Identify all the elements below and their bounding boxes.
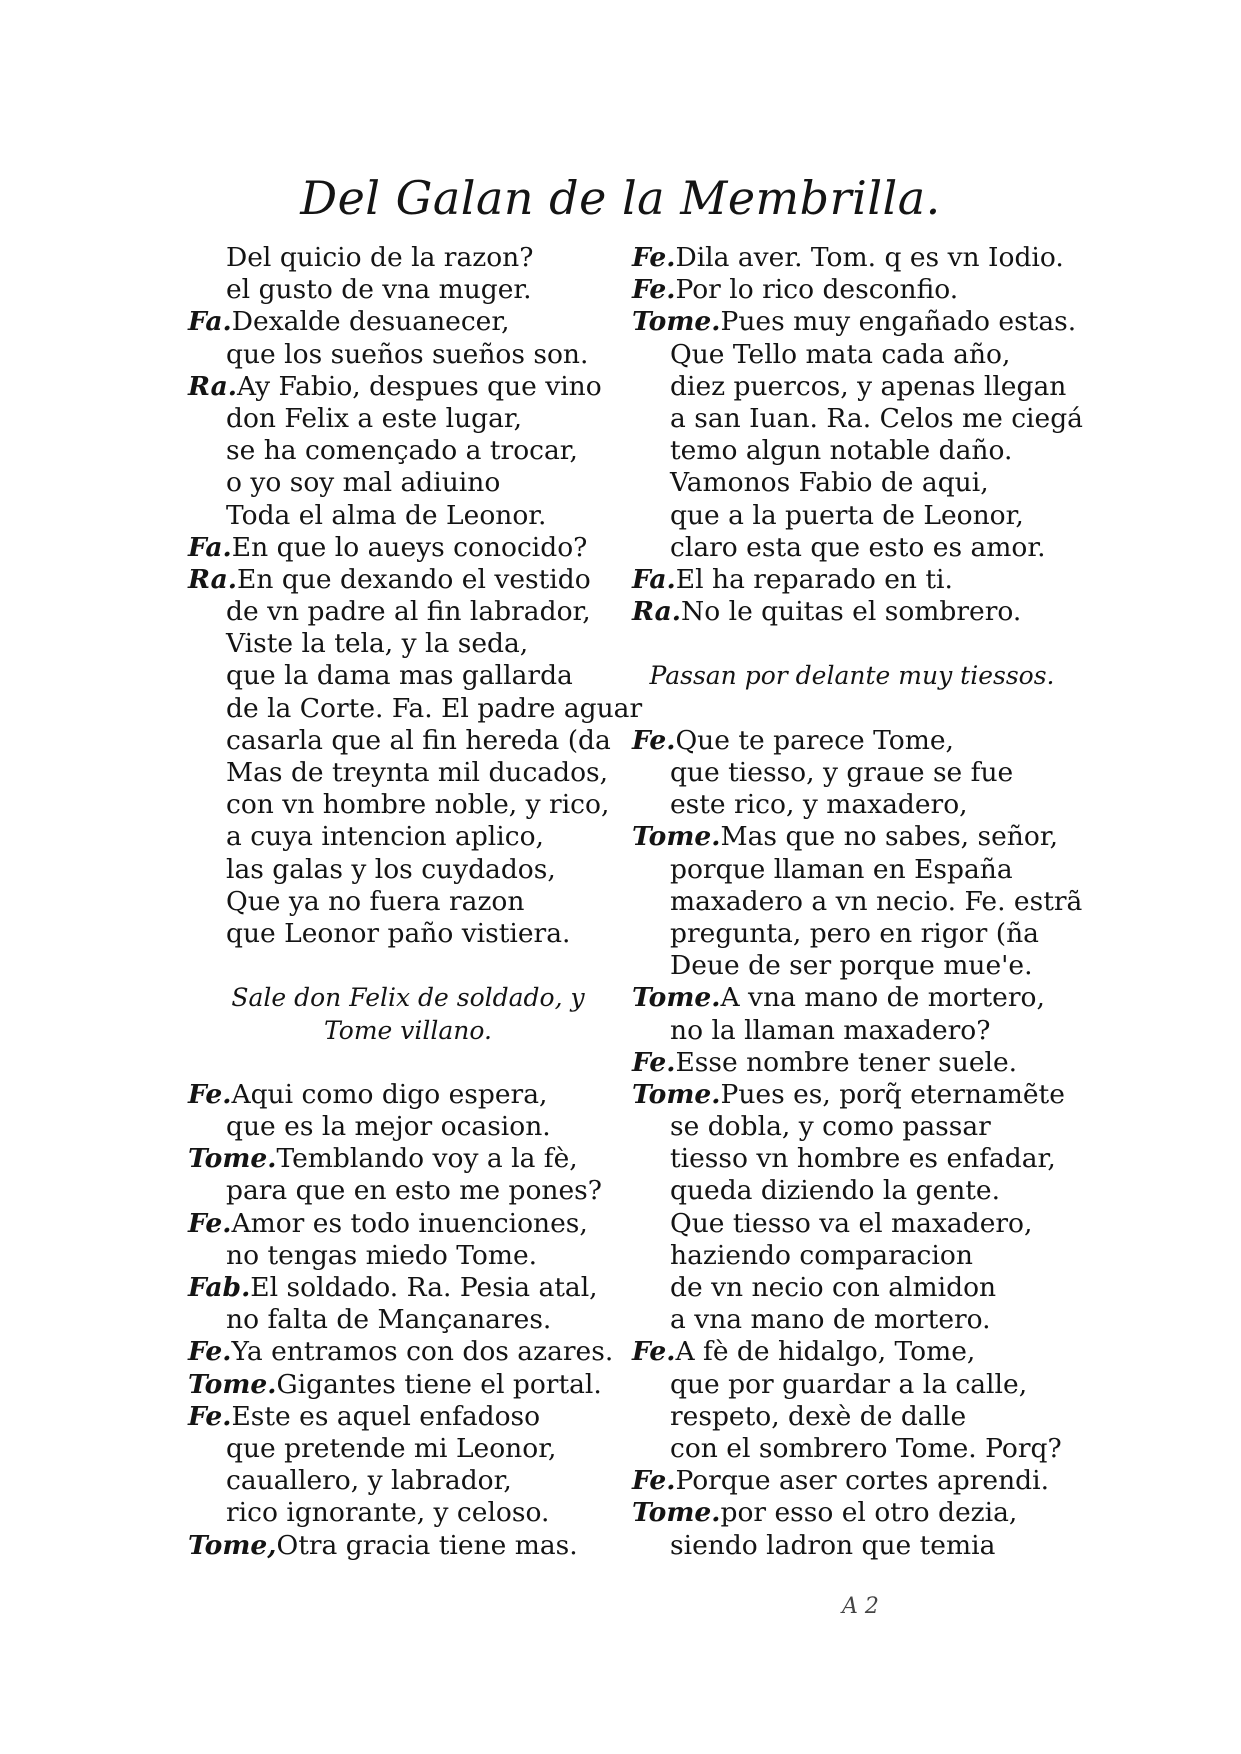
verse-line <box>632 1079 1072 1111</box>
verse-text: se ha començado a trocar, <box>226 435 578 467</box>
verse-text: maxadero a vn necio. Fe. estrã <box>670 885 1083 917</box>
speaker-label: Fe. <box>632 1336 676 1368</box>
speaker-label: Tome, <box>188 1529 277 1561</box>
speaker-label: Ra. <box>188 563 238 595</box>
verse-text: Que tiesso va el maxadero, <box>670 1207 1033 1239</box>
verse-text: Que Tello mata cada año, <box>670 338 1011 370</box>
verse-line <box>188 371 628 403</box>
verse-text: para que en esto me pones? <box>226 1175 602 1207</box>
verse-line <box>632 435 1072 467</box>
verse-line <box>188 596 628 628</box>
verse-text: se dobla, y como passar <box>670 1111 991 1143</box>
verse-text: que los sueños sueños son. <box>226 338 589 370</box>
verse-line <box>188 725 628 757</box>
verse-line <box>632 371 1072 403</box>
verse-line <box>188 1079 628 1111</box>
verse-line <box>188 757 628 789</box>
verse-line <box>632 1143 1072 1175</box>
speaker-label: Fe. <box>632 274 676 306</box>
verse-text: Pues es, porq̃ eternamẽte <box>720 1078 1065 1110</box>
blank-line <box>632 628 1072 660</box>
verse-line <box>632 564 1072 596</box>
verse-line <box>632 1433 1072 1465</box>
verse-text: que la dama mas gallarda <box>226 660 573 692</box>
speaker-label: Tome. <box>632 982 721 1014</box>
speaker-label: Fe. <box>188 1078 232 1110</box>
verse-text: A vna mano de mortero, <box>720 982 1045 1014</box>
verse-line <box>632 982 1072 1014</box>
verse-text: Deue de ser porque mue'e. <box>670 950 1033 982</box>
verse-text: cauallero, y labrador, <box>226 1465 512 1497</box>
verse-text: En que lo aueys conocido? <box>231 531 588 563</box>
verse-line <box>188 660 628 692</box>
verse-line <box>632 274 1072 306</box>
verse-text: de vn padre al fin labrador, <box>226 596 591 628</box>
verse-text: temo algun notable daño. <box>670 435 1013 467</box>
verse-text: haziendo comparacion <box>670 1239 973 1271</box>
speaker-label: Tome. <box>632 1078 721 1110</box>
speaker-label: Fe. <box>188 1400 232 1432</box>
verse-text: rico ignorante, y celoso. <box>226 1497 550 1529</box>
verse-text: el gusto de vna muger. <box>226 274 532 306</box>
verse-line <box>632 500 1072 532</box>
verse-text: que tiesso, y graue se fue <box>670 757 1014 788</box>
verse-text: por esso el otro dezia, <box>720 1497 1018 1529</box>
verse-text: diez puercos, y apenas llegan <box>670 370 1067 402</box>
verse-text: a san Iuan. Ra. Celos me ciegá <box>670 402 1083 434</box>
verse-line <box>188 1465 628 1497</box>
verse-line <box>632 1304 1072 1336</box>
verse-line <box>188 467 628 499</box>
verse-text: Ya entramos con dos azares. <box>231 1336 614 1368</box>
verse-text: queda diziendo la gente. <box>670 1175 1001 1207</box>
verse-line <box>188 886 628 918</box>
verse-text: Que ya no fuera razon <box>226 885 525 917</box>
verse-line <box>188 1272 628 1304</box>
verse-text: respeto, dexè de dalle <box>670 1400 967 1432</box>
verse-text: que Leonor paño vistiera. <box>226 917 571 949</box>
verse-line <box>188 532 628 564</box>
blank-line <box>632 693 1072 725</box>
verse-line <box>188 242 628 274</box>
verse-text: siendo ladron que temia <box>670 1529 996 1561</box>
verse-text: En que dexando el vestido <box>237 563 591 595</box>
verse-text: que es la mejor ocasion. <box>226 1111 551 1143</box>
blank-line <box>188 950 628 982</box>
verse-text: este rico, y maxadero, <box>670 789 968 821</box>
verse-text: no tengas miedo Tome. <box>226 1239 538 1271</box>
verse-text: a cuya intencion aplico, <box>226 821 544 853</box>
verse-text: Que te parece Tome, <box>675 724 954 756</box>
verse-line <box>188 564 628 596</box>
verse-line <box>632 950 1072 982</box>
verse-text: Toda el alma de Leonor. <box>226 499 547 531</box>
verse-line <box>632 854 1072 886</box>
verse-line <box>632 1111 1072 1143</box>
left-column <box>188 242 643 1562</box>
speaker-label: Tome. <box>188 1143 277 1175</box>
verse-line <box>632 1047 1072 1079</box>
verse-line <box>188 1433 628 1465</box>
speaker-label: Fe. <box>632 1465 676 1497</box>
verse-line <box>632 1369 1072 1401</box>
verse-line <box>188 1401 628 1433</box>
verse-line <box>632 1015 1072 1047</box>
verse-line <box>188 1143 628 1175</box>
verse-line <box>632 532 1072 564</box>
speaker-label: Fab. <box>188 1272 251 1303</box>
verse-text: Otra gracia tiene mas. <box>276 1529 578 1561</box>
verse-line <box>188 1111 628 1143</box>
verse-line <box>632 596 1072 628</box>
verse-text: con vn hombre noble, y rico, <box>226 789 610 821</box>
verse-line <box>188 692 643 725</box>
verse-line <box>632 1272 1072 1304</box>
stage-direction: Tome villano. <box>324 1015 492 1045</box>
verse-line <box>188 500 628 532</box>
verse-text: o yo soy mal adiuino <box>226 467 501 499</box>
verse-text: tiesso vn hombre es enfadar, <box>670 1143 1056 1175</box>
verse-text: Esse nombre tener suele. <box>675 1046 1018 1078</box>
speaker-label: Fa. <box>632 563 676 595</box>
verse-text: Del quicio de la razon? <box>226 242 534 273</box>
verse-text: con el sombrero Tome. Porq? <box>670 1432 1062 1464</box>
verse-text: pregunta, pero en rigor (ña <box>670 917 1039 949</box>
speaker-label: Ra. <box>188 370 238 402</box>
verse-text: que por guardar a la calle, <box>670 1368 1028 1400</box>
verse-line <box>188 628 628 660</box>
verse-line <box>632 1208 1072 1240</box>
verse-line <box>188 435 628 467</box>
verse-line <box>632 1530 1072 1562</box>
verse-text: Aqui como digo espera, <box>231 1078 548 1110</box>
right-column <box>632 242 1083 1562</box>
verse-text: No le quitas el sombrero. <box>681 596 1022 628</box>
verse-line <box>632 339 1072 371</box>
verse-text: las galas y los cuydados, <box>226 853 556 885</box>
speaker-label: Tome. <box>632 1497 721 1529</box>
verse-line <box>188 1497 628 1529</box>
verse-text: Amor es todo inuenciones, <box>231 1207 588 1239</box>
speaker-label: Fe. <box>632 724 676 756</box>
verse-text: Mas de treynta mil ducados, <box>226 757 609 788</box>
page-title: Del Galan de la Membrilla. <box>300 171 941 225</box>
verse-line <box>632 885 1083 918</box>
verse-text: Por lo rico desconfio. <box>675 274 959 306</box>
blank-line <box>188 1047 628 1079</box>
verse-text: que a la puerta de Leonor, <box>670 499 1024 531</box>
verse-text: de la Corte. Fa. El padre aguar <box>226 692 643 724</box>
verse-line <box>188 1530 628 1562</box>
verse-line <box>632 821 1072 853</box>
verse-line <box>188 339 628 371</box>
verse-line <box>188 789 628 821</box>
verse-line <box>188 821 628 853</box>
verse-text: A fè de hidalgo, Tome, <box>675 1336 976 1368</box>
verse-line <box>632 918 1072 950</box>
verse-line <box>632 242 1072 274</box>
verse-line <box>188 854 628 886</box>
verse-text: Pues muy engañado estas. <box>720 306 1077 338</box>
speaker-label: Fa. <box>188 306 232 338</box>
speaker-label: Tome. <box>632 306 721 338</box>
verse-line <box>632 1465 1072 1497</box>
verse-line <box>632 306 1077 338</box>
verse-line <box>632 789 1072 821</box>
verse-text: Temblando voy a la fè, <box>276 1143 578 1175</box>
verse-text: que pretende mi Leonor, <box>226 1432 557 1464</box>
verse-line <box>188 306 628 338</box>
verse-line <box>188 1304 628 1336</box>
verse-text: don Felix a este lugar, <box>226 402 523 434</box>
verse-text: Ay Fabio, despues que vino <box>237 370 602 402</box>
verse-line <box>188 1369 628 1401</box>
verse-line <box>632 757 1072 789</box>
verse-text: El ha reparado en ti. <box>675 563 953 595</box>
verse-text: de vn necio con almidon <box>670 1272 997 1303</box>
speaker-label: Fe. <box>632 1046 676 1078</box>
verse-text: Dexalde desuanecer, <box>231 306 510 338</box>
verse-line <box>632 1240 1072 1272</box>
signature-mark: A 2 <box>842 1594 879 1619</box>
verse-text: Vamonos Fabio de aqui, <box>670 467 989 499</box>
verse-text: Viste la tela, y la seda, <box>226 628 529 660</box>
verse-line <box>188 1336 628 1368</box>
speaker-label: Fe. <box>188 1336 232 1368</box>
speaker-label: Fe. <box>632 242 676 273</box>
verse-text: Dila aver. Tom. q es vn Iodio. <box>675 242 1064 273</box>
speaker-label: Tome. <box>632 821 721 853</box>
verse-text: Mas que no sabes, señor, <box>720 821 1058 853</box>
speaker-label: Fa. <box>188 531 232 563</box>
verse-text: a vna mano de mortero. <box>670 1304 991 1336</box>
verse-text: Porque aser cortes aprendi. <box>675 1465 1050 1497</box>
verse-line <box>632 1336 1072 1368</box>
verse-line <box>188 274 628 306</box>
verse-line <box>188 1208 628 1240</box>
verse-line <box>188 403 628 435</box>
verse-text: Gigantes tiene el portal. <box>276 1368 602 1400</box>
speaker-label: Fe. <box>188 1207 232 1239</box>
verse-text: no falta de Mançanares. <box>226 1304 552 1336</box>
verse-text: claro esta que esto es amor. <box>670 531 1046 563</box>
verse-text: El soldado. Ra. Pesia atal, <box>250 1272 598 1303</box>
verse-line <box>188 1240 628 1272</box>
verse-line <box>188 918 628 950</box>
verse-text: casarla que al fin hereda (da <box>226 724 611 756</box>
verse-line <box>632 725 1072 757</box>
speaker-label: Tome. <box>188 1368 277 1400</box>
verse-text: no la llaman maxadero? <box>670 1014 991 1046</box>
verse-line <box>632 1497 1072 1529</box>
stage-direction: Sale don Felix de soldado, y <box>231 983 585 1013</box>
speaker-label: Ra. <box>632 596 682 628</box>
verse-line <box>632 1175 1072 1207</box>
verse-text: Este es aquel enfadoso <box>231 1400 541 1432</box>
verse-line <box>188 1175 628 1207</box>
verse-line <box>632 1401 1072 1433</box>
stage-direction: Passan por delante muy tiessos. <box>649 661 1055 691</box>
verse-line <box>632 467 1072 499</box>
verse-line <box>632 402 1083 435</box>
verse-text: porque llaman en España <box>670 853 1013 885</box>
